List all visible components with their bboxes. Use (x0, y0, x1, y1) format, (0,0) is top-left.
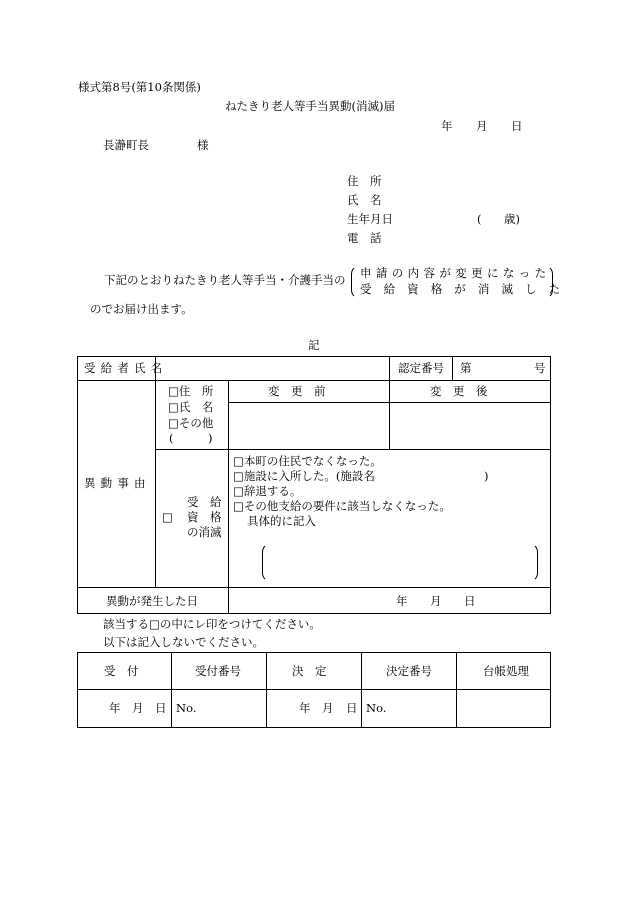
office-header-decision-no: 決定番号 (386, 664, 432, 678)
receipt-month: 月 (132, 701, 144, 715)
age-label: 歳) (504, 212, 520, 226)
loss-reason-facility-close: ) (484, 469, 489, 483)
cert-go-label: 号 (534, 361, 546, 375)
loss-reason-other[interactable]: □その他支給の要件に該当しなくなった。 (233, 499, 451, 513)
form-title: ねたきり老人等手当異動(消滅)届 (225, 99, 395, 113)
decision-no: No. (366, 701, 387, 715)
occurred-label: 異動が発生した日 (106, 594, 198, 608)
after-label: 変 更 後 (430, 384, 488, 398)
receipt-year: 年 (109, 701, 121, 715)
change-option-other-paren: ( ) (169, 431, 213, 445)
loss-reason-facility[interactable]: □施設に入所した。(施設名 (233, 469, 375, 483)
detail-bracket[interactable] (262, 543, 538, 582)
statement-option-changed: 申請の内容が変更になった (360, 266, 551, 280)
phone-label: 電 話 (347, 231, 382, 245)
name-label: 氏 名 (347, 193, 382, 207)
note-do-not-fill: 以下は記入しないでください。 (103, 635, 264, 649)
statement-suffix: のでお届け出ます。 (90, 302, 193, 316)
form-number: 様式第8号(第10条関係) (78, 80, 201, 94)
recipient-name-label: 受給者氏名 (84, 361, 168, 375)
change-option-name[interactable]: □氏 名 (168, 400, 214, 414)
recipient-name-field[interactable] (158, 360, 386, 378)
loss-checkbox[interactable]: □ (162, 510, 173, 524)
note-check-instruction: 該当する□の中にレ印をつけてください。 (103, 617, 321, 631)
ki-label: 記 (308, 338, 320, 352)
date-month-label: 月 (476, 119, 488, 133)
office-header-receipt: 受 付 (104, 664, 139, 678)
addressee-sama: 様 (197, 138, 209, 152)
statement-prefix: 下記のとおりねたきり老人等手当・介護手当の (104, 273, 346, 287)
reason-label: 異動事由 (84, 476, 151, 490)
loss-reason-moved[interactable]: □本町の住民でなくなった。 (233, 454, 382, 468)
change-option-other[interactable]: □その他 (168, 416, 214, 430)
cert-dai-label: 第 (460, 361, 472, 375)
date-year-label: 年 (441, 119, 453, 133)
before-label: 変 更 前 (268, 384, 326, 398)
loss-label-2: 資 格 (187, 510, 222, 524)
addressee: 長瀞町長 (103, 138, 149, 152)
occurred-day: 日 (464, 594, 476, 608)
decision-month: 月 (322, 701, 334, 715)
after-field[interactable] (392, 405, 548, 447)
occurred-month: 月 (430, 594, 442, 608)
office-header-decision: 決 定 (292, 664, 327, 678)
receipt-day: 日 (155, 701, 167, 715)
decision-year: 年 (299, 701, 311, 715)
address-label: 住 所 (347, 174, 382, 188)
date-day-label: 日 (511, 119, 523, 133)
office-header-receipt-no: 受付番号 (195, 664, 241, 678)
change-option-address[interactable]: □住 所 (168, 384, 214, 398)
age-open-paren: ( (477, 212, 482, 226)
before-field[interactable] (231, 405, 386, 447)
birth-label: 生年月日 (347, 212, 393, 226)
office-header-ledger: 台帳処理 (483, 664, 529, 678)
receipt-no: No. (176, 701, 197, 715)
occurred-year: 年 (396, 594, 408, 608)
statement-option-lost: 受給資格が消滅した (360, 282, 573, 296)
loss-reason-detail-label: 具体的に記入 (247, 514, 316, 528)
loss-label-1: 受 給 (187, 495, 222, 509)
decision-day: 日 (346, 701, 358, 715)
loss-label-3: の消滅 (187, 525, 222, 539)
cert-number-label: 認定番号 (398, 361, 444, 375)
loss-reason-decline[interactable]: □辞退する。 (233, 484, 302, 498)
